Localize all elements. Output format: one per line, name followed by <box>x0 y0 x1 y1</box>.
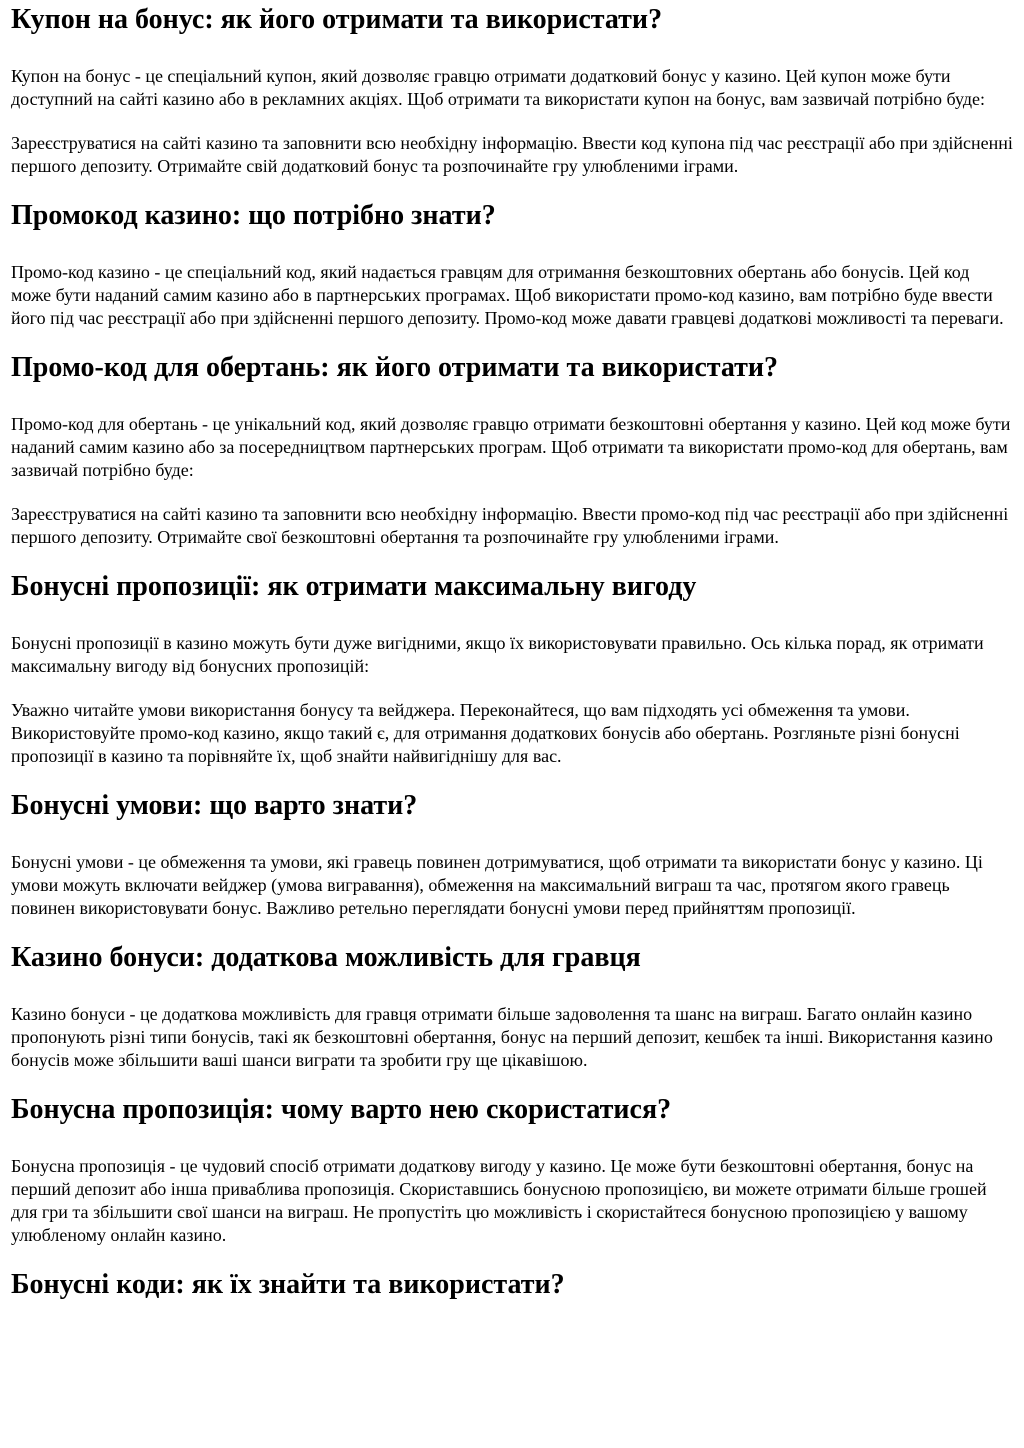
article <box>11 0 1013 1301</box>
section-bonus-offers <box>11 571 1013 790</box>
section-paragraph: Бонусні пропозиції в казино можуть бути дуже вигідними, якщо їх використовувати правильно. Ось кілька порад, як отримати максимальну вигоду від бонусних пропозицій: <box>11 633 984 676</box>
section-paragraph: Купон на бонус - це спеціальний купон, який дозволяє гравцю отримати додатковий бонус у казино. Цей купон може бути доступний на сайті казино або в рекламних акціях. Щоб отримати та використати купон на бонус, вам зазвичай потрібно буде: <box>11 66 986 109</box>
section-casino-bonuses <box>11 942 1013 1094</box>
section-heading: Бонусні пропозиції: як отримати максимальну вигоду <box>11 571 697 602</box>
section-paragraph: Бонусна пропозиція - це чудовий спосіб отримати додаткову вигоду у казино. Це може бути безкоштовні обертання, бонус на перший депозит або інша приваблива пропозиція. Скориставшись бонусною пропозицією, ви можете отримати більше грошей для гри та збільшити свої шанси на виграш. Не пропустіть цю можливість і скористайтеся бонусною пропозицією у вашому улюбленому онлайн казино. <box>11 1156 987 1245</box>
section-heading: Казино бонуси: додаткова можливість для гравця <box>11 942 641 973</box>
section-heading: Купон на бонус: як його отримати та використати? <box>11 4 663 35</box>
section-paragraph: Зареєструватися на сайті казино та заповнити всю необхідну інформацію. Ввести код купона під час реєстрації або при здійсненні першого депозиту. Отримайте свій додатковий бонус та розпочинайте гру улюбленими іграми. <box>11 133 1013 176</box>
section-heading: Бонусні умови: що варто знати? <box>11 790 418 821</box>
section-paragraph: Зареєструватися на сайті казино та заповнити всю необхідну інформацію. Ввести промо-код під час реєстрації або при здійсненні першого депозиту. Отримайте свої безкоштовні обертання та розпочинайте гру улюбленими іграми. <box>11 504 1009 547</box>
section-heading: Бонусні коди: як їх знайти та використати? <box>11 1269 565 1300</box>
section-heading: Бонусна пропозиція: чому варто нею скористатися? <box>11 1094 672 1125</box>
section-spins-promocode <box>11 352 1013 571</box>
section-paragraph: Казино бонуси - це додаткова можливість для гравця отримати більше задоволення та шанс на виграш. Багато онлайн казино пропонують різні типи бонусів, такі як безкоштовні обертання, бонус на перший депозит, кешбек та інші. Використання казино бонусів може збільшити ваші шанси виграти та зробити гру ще цікавішою. <box>11 1004 993 1070</box>
section-paragraph: Промо-код казино - це спеціальний код, який надається гравцям для отримання безкоштовних обертань або бонусів. Цей код може бути наданий самим казино або в партнерських програмах. Щоб використати промо-код казино, вам потрібно буде ввести його під час реєстрації або при здійсненні першого депозиту. Промо-код може давати гравцеві додаткові можливості та переваги. <box>11 262 1004 328</box>
section-heading: Промо-код для обертань: як його отримати та використати? <box>11 352 779 383</box>
section-bonus-coupon <box>11 0 1013 200</box>
section-paragraph: Бонусні умови - це обмеження та умови, які гравець повинен дотримуватися, щоб отримати та використати бонус у казино. Ці умови можуть включати вейджер (умова вигравання), обмеження на максимальний виграш та час, протягом якого гравець повинен використовувати бонус. Важливо ретельно переглядати бонусні умови перед прийняттям пропозиції. <box>11 852 983 918</box>
section-casino-promocode <box>11 200 1013 352</box>
section-paragraph: Промо-код для обертань - це унікальний код, який дозволяє гравцю отримати безкоштовні обертання у казино. Цей код може бути наданий самим казино або за посередництвом партнерських програм. Щоб отримати та використати промо-код для обертань, вам зазвичай потрібно буде: <box>11 414 1011 480</box>
section-bonus-offer <box>11 1094 1013 1269</box>
section-bonus-terms <box>11 790 1013 942</box>
section-heading: Промокод казино: що потрібно знати? <box>11 200 496 231</box>
section-paragraph: Уважно читайте умови використання бонусу та вейджера. Переконайтеся, що вам підходять усі обмеження та умови. Використовуйте промо-код казино, якщо такий є, для отримання додаткових бонусів або обертань. Розгляньте різні бонусні пропозиції в казино та порівняйте їх, щоб знайти найвигіднішу для вас. <box>11 700 960 766</box>
section-bonus-codes <box>11 1269 1013 1301</box>
